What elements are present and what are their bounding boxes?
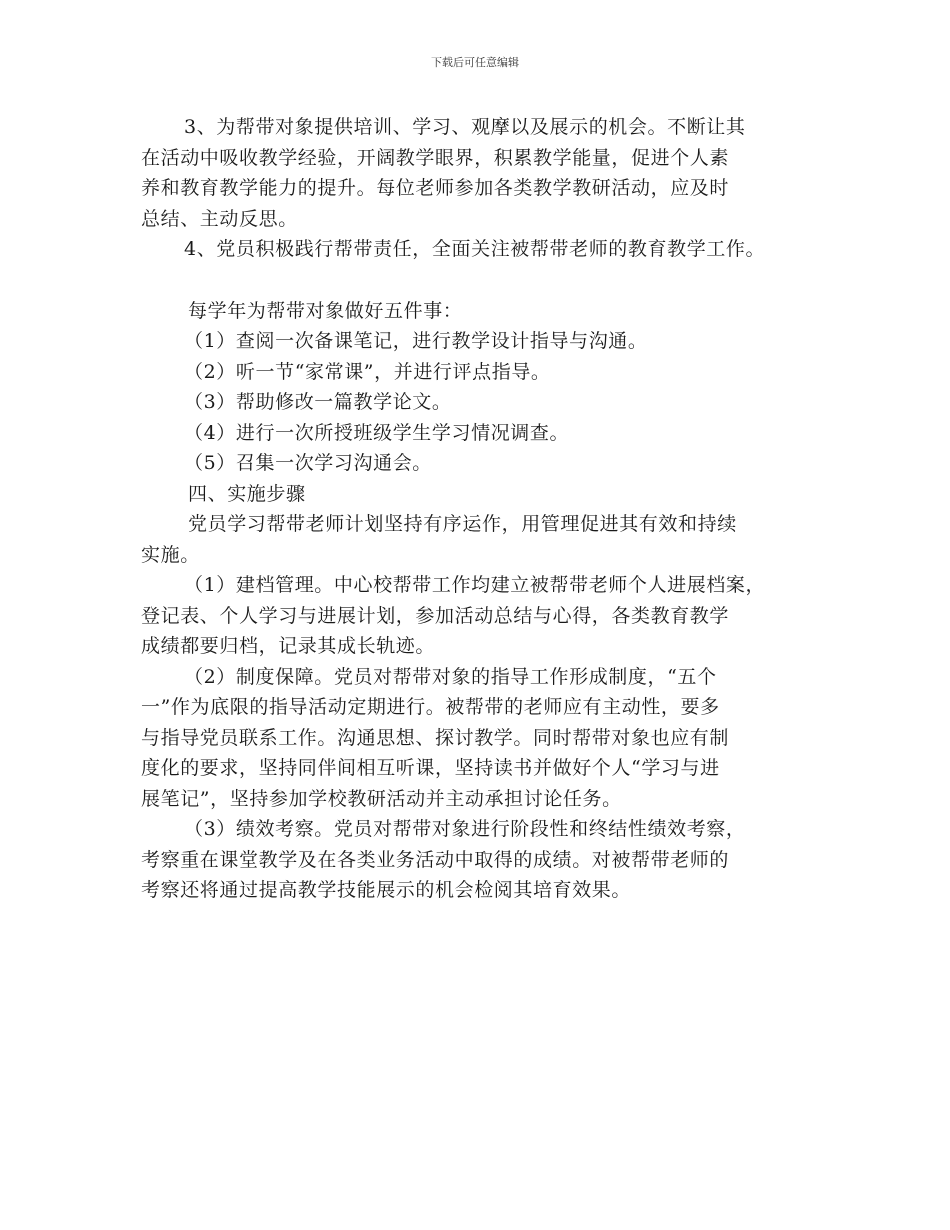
list-item: （1）查阅一次备课笔记，进行教学设计指导与沟通。	[184, 330, 648, 352]
text-line: （2）制度保障。党员对帮带对象的指导工作形成制度，“五个	[184, 665, 717, 688]
paragraph-five-things	[141, 296, 831, 327]
paragraph-responsibility	[141, 234, 831, 265]
text-line: 考察重在课堂教学及在各类业务活动中取得的成绩。对被帮带老师的	[141, 848, 730, 871]
text-line: 一”作为底限的指导活动定期进行。被帮带的老师应有主动性，要多	[141, 696, 720, 718]
text-line: 度化的要求，坚持同伴间相互听课，坚持读书并做好个人“学习与进	[141, 757, 720, 779]
text-line: 与指导党员联系工作。沟通思想、探讨教学。同时帮带对象也应有制	[141, 726, 730, 749]
text-line: 3、为帮带对象提供培训、学习、观摩以及展示的机会。不断让其	[184, 116, 746, 138]
paragraph-system	[141, 662, 831, 815]
text-line: 登记表、个人学习与进展计划，参加活动总结与心得，各类教育教学	[141, 604, 730, 627]
paragraph-archive	[141, 570, 831, 662]
text-line: 4、党员积极践行帮带责任，全面关注被帮带老师的教育教学工作。	[184, 238, 766, 260]
page-header: 下载后可任意编辑	[431, 56, 519, 69]
paragraph-operation	[141, 509, 831, 570]
paragraph-training	[141, 112, 831, 234]
text-line: 养和教育教学能力的提升。每位老师参加各类教学教研活动，应及时	[141, 177, 730, 199]
text-line: （1）建档管理。中心校帮带工作均建立被帮带老师个人进展档案，	[184, 574, 766, 596]
five-things-list	[141, 326, 831, 479]
list-item: （5）召集一次学习沟通会。	[184, 452, 432, 474]
text-line: （3）绩效考察。党员对帮带对象进行阶段性和终结性绩效考察，	[184, 818, 746, 840]
text-line: 党员学习帮带老师计划坚持有序运作，用管理促进其有效和持续	[188, 513, 737, 535]
text-line: 每学年为帮带对象做好五件事：	[188, 299, 463, 322]
paragraph-evaluation	[141, 814, 831, 906]
text-line: 考察还将通过提高教学技能展示的机会检阅其培育效果。	[141, 879, 632, 901]
text-line: 成绩都要归档，记录其成长轨迹。	[141, 635, 436, 657]
list-item: （4）进行一次所授班级学生学习情况调查。	[184, 421, 570, 444]
text-line: 总结、主动反思。	[141, 207, 298, 230]
text-line: 实施。	[141, 543, 200, 566]
list-item: （2）听一节“家常课”，并进行评点指导。	[184, 360, 551, 383]
section-heading	[141, 479, 831, 510]
text-line: 展笔记”，坚持参加学校教研活动并主动承担讨论任务。	[141, 787, 622, 810]
document-body	[141, 112, 831, 906]
heading-line: 四、实施步骤	[188, 482, 306, 505]
list-item: （3）帮助修改一篇教学论文。	[184, 391, 452, 413]
text-line: 在活动中吸收教学经验，开阔教学眼界，积累教学能量，促进个人素	[141, 146, 730, 169]
paragraph-gap	[141, 265, 831, 296]
